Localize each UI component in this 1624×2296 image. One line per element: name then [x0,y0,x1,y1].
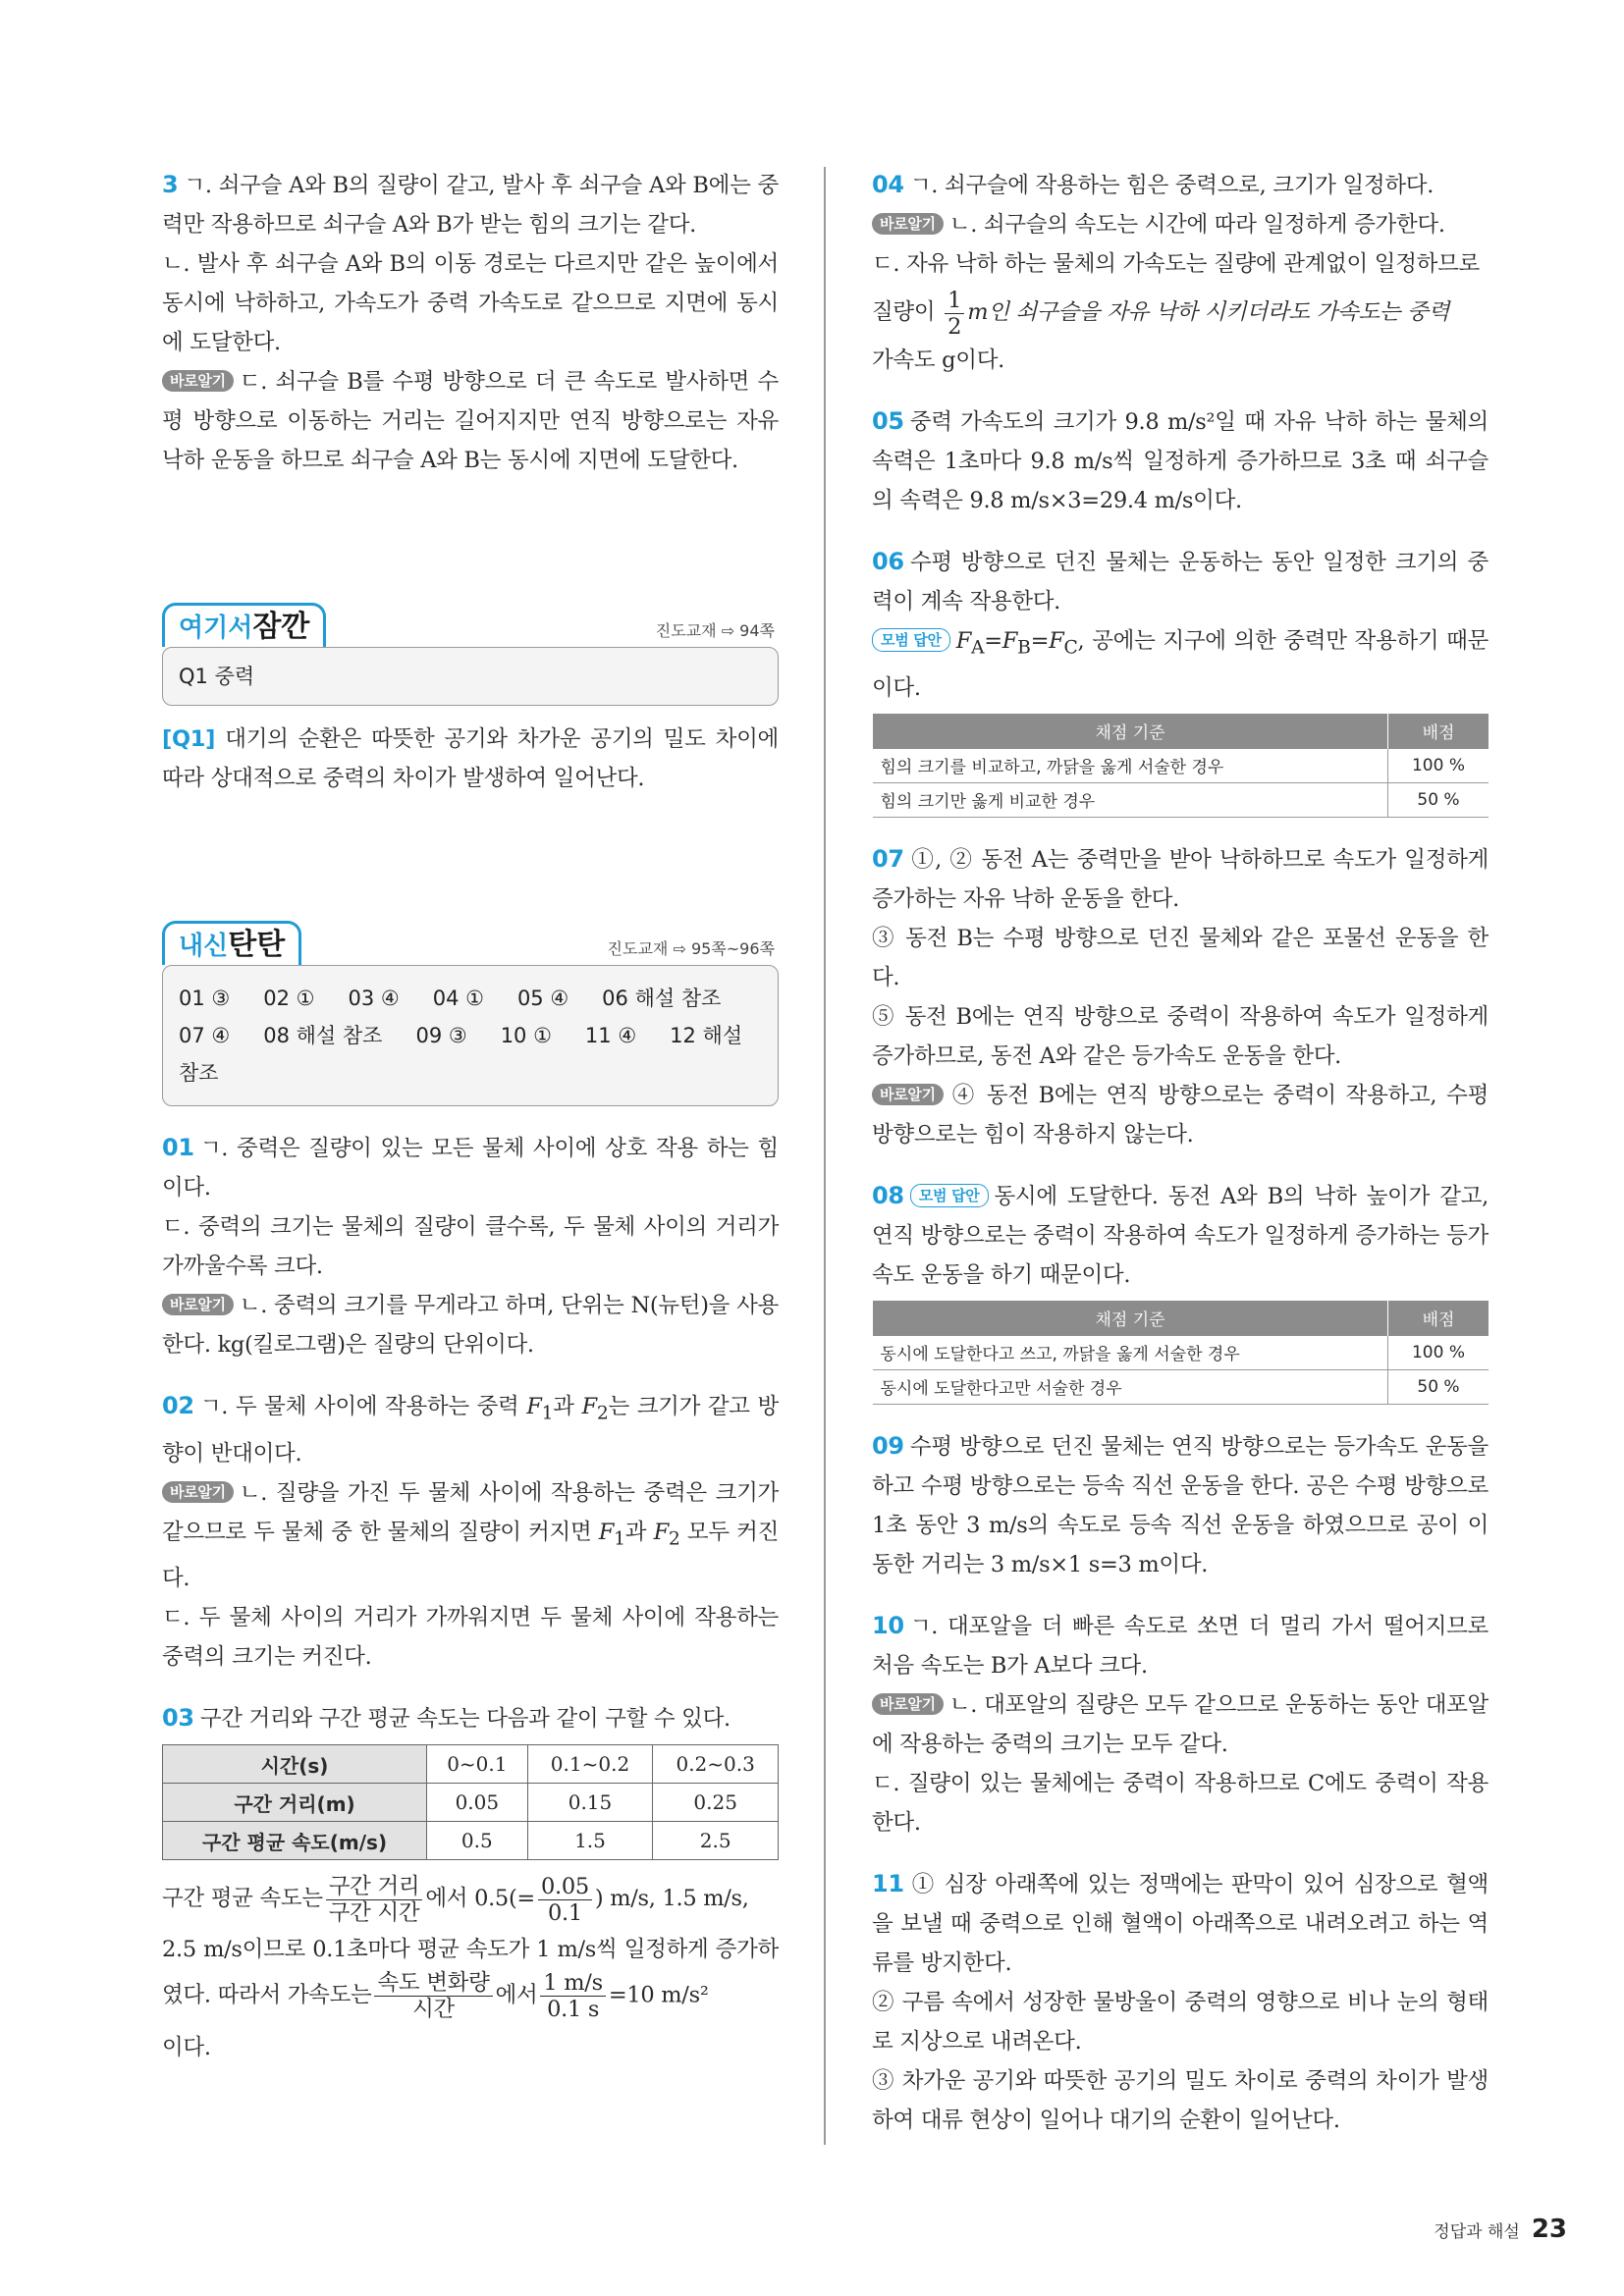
question-number: 3 [162,171,179,198]
answer-04: 04 ㄱ. 쇠구슬에 작용하는 힘은 중력으로, 크기가 일정하다. 바로알기 ㄴ. 쇠구슬의 속도는 시간에 따라 일정하게 증가한다. ㄷ. 자유 낙하 하는 물체의 가속도는 질량에 관계없이 일정하므로 질량이 $\frac{1}{2}$ m인 쇠구슬을 자유 낙하 시키더라도 가속도는 중력 가속도 g이다. [872,171,1480,373]
answer-08: 08 모범 답안 동시에 도달한다. 동전 A와 B의 낙하 높이가 같고, 연직 방향으로는 중력이 작용하여 속도가 일정하게 증가하는 등가속도 운동을 하기 때문이다. 채점 기준 배점 동시에 도달한다고 쓰고, 까닭을 옳게 서술한 경우 100 % 동시에 도달한다고만 서술한 경우 50 % [872,1176,1489,1405]
answer-10: 10 ㄱ. 대포알을 더 빠른 속도로 쏘면 더 멀리 가서 떨어지므로 처음 속도는 B가 A보다 크다. 바로알기 ㄴ. 대포알의 질량은 모두 같으므로 운동하는 동안 대포알에 작용하는 중력의 크기는 모두 같다. ㄷ. 질량이 있는 물체에는 중력이 작용하므로 C에도 중력이 작용한다. [872,1611,1489,1836]
right-column [872,165,1489,2140]
q1-label: [Q1] [162,726,216,752]
answer-05: 05 중력 가속도의 크기가 9.8 m/s²일 때 자유 낙하 하는 물체의 속력은 1초마다 9.8 m/s씩 일정하게 증가하므로 3초 때 쇠구슬의 속력은 9.8 m/s×3=29.4 m/s이다. [872,407,1489,513]
box-title: 내신탄탄 [162,921,301,965]
baro-algi-tag: 바로알기 [872,213,944,235]
answer-key: 01 ③ 02 ① 03 ④ 04 ① 05 ④ 06 해설 참조 07 ④ 08 해설 참조 09 ③ 10 ① 11 ④ 12 해설 참조 [162,965,779,1106]
answer-09: 09 수평 방향으로 던진 물체는 연직 방향으로는 등가속도 운동을 하고 수평 방향으로는 등속 직선 운동을 한다. 공은 수평 방향으로 1초 동안 3 m/s의 속도로 등속 직선 운동을 하였으므로 공이 이동한 거리는 3 m/s×1 s=3 m이다. [872,1431,1489,1577]
grading-table: 채점 기준 배점 동시에 도달한다고 쓰고, 까닭을 옳게 서술한 경우 100 % 동시에 도달한다고만 서술한 경우 50 % [872,1301,1489,1405]
textbook-reference: 진도교재 ⇨ 94쪽 [655,621,775,640]
baro-algi-tag: 바로알기 [872,1693,944,1715]
model-answer-tag: 모범 답안 [872,628,950,652]
answer-03: 03 구간 거리와 구간 평균 속도는 다음과 같이 구할 수 있다. 시간(s) 0~0.1 0.1~0.2 0.2~0.3 구간 거리(m) 0.05 0.15 0.25 구간 평균 속도(m/s) 0.5 1.5 2.5 구간 평균 속도는 $\frac{\text{구간 거리}}{\text{구간 시간}}$ 에서 0.5(= $\frac{0.05}{0.1}$ ) m/s, 1.5 m/s, 2.5 m/s이므로 0.1초마다 평균 속도가 1 m/s씩 일정하게 증가하였다. 따라서 가속도는 $\frac{\text{속도 변화량}}{\text{시간}}$ 에서 $\frac{1 m/s}{0.1 s}$ =10 m/s² 이다. [162,1704,779,2060]
yeogiseo-jamkkan-box [162,596,779,706]
grading-table: 채점 기준 배점 힘의 크기를 비교하고, 까닭을 옳게 서술한 경우 100 % 힘의 크기만 옳게 비교한 경우 50 % [872,714,1489,818]
fraction: $\frac{\text{구간 거리}}{\text{구간 시간}}$ [326,1874,423,1926]
baro-algi-tag: 바로알기 [162,1294,234,1315]
page-number: 23 [1531,2215,1567,2244]
baro-algi-tag: 바로알기 [872,1084,944,1105]
baro-algi-tag: 바로알기 [162,1481,234,1503]
page-footer [1434,2215,1567,2244]
box-content: Q1 중력 [162,647,779,706]
left-column: 3 ㄱ. 쇠구슬 A와 B의 질량이 같고, 발사 후 쇠구슬 A와 B에는 중력만 작용하므로 쇠구슬 A와 B가 받는 힘의 크기는 같다. ㄴ. 발사 후 쇠구슬 A와 B의 이동 경로는 다르지만 같은 높이에서 동시에 낙하하고, 가속도가 중력 가속도로 같으므로 지면에 동시에 도달한다. 바로알기 ㄷ. 쇠구슬 B를 수평 방향으로 더 큰 속도로 발사하면 수평 방향으로 이동하는 거리는 길어지지만 연직 방향으로는 자유 낙하 운동을 하므로 쇠구슬 A와 B는 동시에 지면에 도달한다. 여기서잠깐 진도교재 ⇨ 94쪽 Q1 중력 [Q1] 대기의 순환은 따뜻한 공기와 차가운 공기의 밀도 차이에 따라 상대적으로 중력의 차이가 발생하여 일어난다. 내신탄탄 진도교재 ⇨ 95쪽~96쪽 01 ③ 02 ① 03 ④ 04 ① 05 ④ 06 해설 참조 07 ④ 08 해설 참조 09 ③ 10 ① 11 ④ 12 해설 참조 01 ㄱ. 중력은 질량이 있는 모든 물체 사이에 상호 작용 하는 힘이다. ㄷ. 중력의 크기는 물체의 질량이 클수록, 두 물체 사이의 거리가 가까울수록 크다. 바로알기 ㄴ. 중력의 크기를 무게라고 하며, 단위는 N(뉴턴)을 사용한다. kg(킬로그램)은 질량의 단위이다. 02 ㄱ. 두 물체 사이에 작용하는 중력 $F_1$과 $F_2$는 크기가 같고 방향이 반대이다. 바로알기 ㄴ. 질량을 가진 두 물체 사이에 작용하는 중력은 크기가 같으므로 두 물체 중 한 물체의 질량이 커지면 $F_1$과 $F_2$ 모두 커진다. ㄷ. 두 물체 사이의 거리가 가까워지면 두 물체 사이에 작용하는 중력의 크기는 커진다. 03 구간 거리와 구간 평균 속도는 다음과 같이 구할 수 있다. 시간(s) 0~0.1 0.1~0.2 0.2~0.3 구간 거리(m) 0.05 0.15 0.25 구간 평균 속도(m/s) 0.5 1.5 2.5 구간 평균 속도는 $\frac{\text{구간 거리}}{\text{구간 시간}}$ 에서 0.5(= $\frac{0.05}{0.1}$ ) m/s, 1.5 m/s, 2.5 m/s이므로 0.1초마다 평균 속도가 1 m/s씩 일정하게 증가하였다. 따라서 가속도는 $\frac{\text{속도 변화량}}{\text{시간}}$ 에서 $\frac{1 m/s}{0.1 s}$ =10 m/s² 이다. [162,165,779,2067]
baro-algi-tag: 바로알기 [162,370,234,392]
column-divider [824,167,826,2145]
footer-label: 정답과 해설 [1434,2222,1520,2242]
model-answer-tag: 모범 답안 [910,1184,989,1207]
answer-07: 07 ①, ② 동전 A는 중력만을 받아 낙하하므로 속도가 일정하게 증가하는 자유 낙하 운동을 한다. ③ 동전 B는 수평 방향으로 던진 물체와 같은 포물선 운동을 한다. ⑤ 동전 B에는 연직 방향으로 중력이 작용하여 속도가 일정하게 증가하므로, 동전 A와 같은 등가속도 운동을 한다. 바로알기 ④ 동전 B에는 연직 방향으로는 중력이 작용하고, 수평 방향으로는 힘이 작용하지 않는다. [872,844,1489,1148]
answer-11: 11 ① 심장 아래쪽에 있는 정맥에는 판막이 있어 심장으로 혈액을 보낼 때 중력으로 인해 혈액이 아래쪽으로 내려오려고 하는 역류를 방지한다. ② 구름 속에서 성장한 물방울이 중력의 영향으로 비나 눈의 형태로 지상으로 내려온다. ③ 차가운 공기와 따뜻한 공기의 밀도 차이로 중력의 차이가 발생하여 대류 현상이 일어나 대기의 순환이 일어난다. [872,1869,1489,2133]
naesin-tantan-box [162,914,779,1106]
answer-06: 06 수평 방향으로 던진 물체는 운동하는 동안 일정한 크기의 중력이 계속 작용한다. 모범 답안 $F_A=F_B=F_C$, 공에는 지구에 의한 중력만 작용하기 때문이다. 채점 기준 배점 힘의 크기를 비교하고, 까닭을 옳게 서술한 경우 100 % 힘의 크기만 옳게 비교한 경우 50 % [872,542,1489,818]
textbook-reference: 진도교재 ⇨ 95쪽~96쪽 [607,939,775,958]
box-title: 여기서잠깐 [162,603,326,647]
answer-02: 02 ㄱ. 두 물체 사이에 작용하는 중력 $F_1$과 $F_2$는 크기가 같고 방향이 반대이다. 바로알기 ㄴ. 질량을 가진 두 물체 사이에 작용하는 중력은 크기가 같으므로 두 물체 중 한 물체의 질량이 커지면 $F_1$과 $F_2$ 모두 커진다. ㄷ. 두 물체 사이의 거리가 가까워지면 두 물체 사이에 작용하는 중력의 크기는 커진다. [162,1392,779,1670]
answer-01: 01 ㄱ. 중력은 질량이 있는 모든 물체 사이에 상호 작용 하는 힘이다. ㄷ. 중력의 크기는 물체의 질량이 클수록, 두 물체 사이의 거리가 가까울수록 크다. 바로알기 ㄴ. 중력의 크기를 무게라고 하며, 단위는 N(뉴턴)을 사용한다. kg(킬로그램)은 질량의 단위이다. [162,1134,779,1358]
speed-table: 시간(s) 0~0.1 0.1~0.2 0.2~0.3 구간 거리(m) 0.05 0.15 0.25 구간 평균 속도(m/s) 0.5 1.5 2.5 [162,1744,779,1860]
answer-3: 3 ㄱ. 쇠구슬 A와 B의 질량이 같고, 발사 후 쇠구슬 A와 B에는 중력만 작용하므로 쇠구슬 A와 B가 받는 힘의 크기는 같다. ㄴ. 발사 후 쇠구슬 A와 B의 이동 경로는 다르지만 같은 높이에서 동시에 낙하하고, 가속도가 중력 가속도로 같으므로 지면에 동시에 도달한다. 바로알기 ㄷ. 쇠구슬 B를 수평 방향으로 더 큰 속도로 발사하면 수평 방향으로 이동하는 거리는 길어지지만 연직 방향으로는 자유 낙하 운동을 하므로 쇠구슬 A와 B는 동시에 지면에 도달한다. [162,171,779,473]
